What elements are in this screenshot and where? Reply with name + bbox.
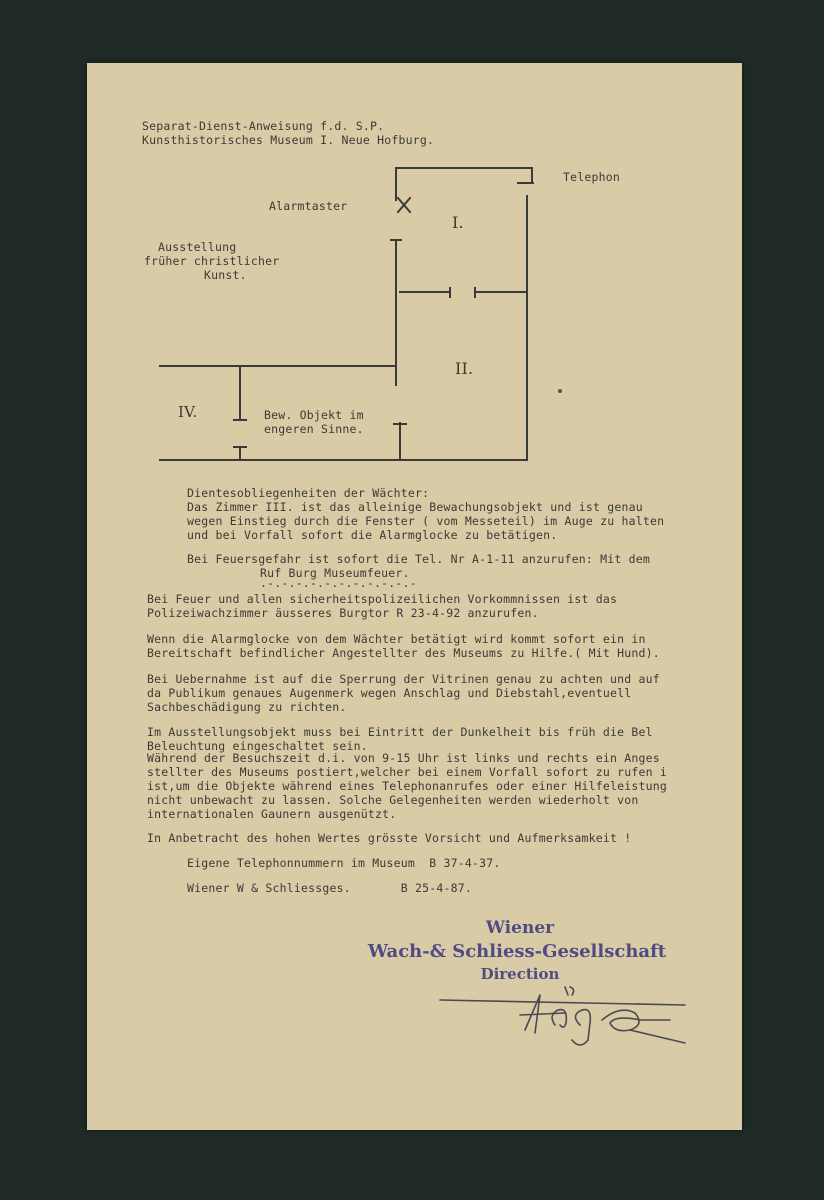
- plan-label-bew-2: engeren Sinne.: [264, 422, 364, 436]
- paragraph-6-line-2: Beleuchtung eingeschaltet sein.: [147, 739, 368, 753]
- plan-room-ii: II.: [455, 359, 474, 378]
- paragraph-6-line-6: nicht unbewacht zu lassen. Solche Gelegenheiten werden wiederholt von: [147, 793, 639, 807]
- paragraph-3-line-1: Bei Feuer und allen sicherheitspolizeilichen Vorkommnissen ist das: [147, 592, 618, 606]
- paragraph-2-line-2: Ruf Burg Museumfeuer.: [260, 566, 410, 580]
- plan-label-ausstellung-2: früher christlicher: [144, 254, 280, 268]
- plan-label-ausstellung-1: Ausstellung: [158, 240, 237, 254]
- paragraph-9: Wiener W & Schliessges. B 25-4-87.: [187, 881, 472, 895]
- paragraph-3-line-2: Polizeiwachzimmer äusseres Burgtor R 23-4-92 anzurufen.: [147, 606, 539, 620]
- paragraph-6-line-4: stellter des Museums postiert,welcher bei einem Vorfall sofort zu rufen i: [147, 765, 668, 779]
- paragraph-1-line-3: und bei Vorfall sofort die Alarmglocke zu betätigen.: [187, 528, 558, 542]
- paragraph-6-line-3: Während der Besuchszeit d.i. von 9-15 Uhr ist links und rechts ein Anges: [147, 751, 660, 765]
- paragraph-4-line-1: Wenn die Alarmglocke von dem Wächter betätigt wird kommt sofort ein in: [147, 632, 646, 646]
- plan-label-ausstellung-3: Kunst.: [204, 268, 247, 282]
- paragraph-4-line-2: Bereitschaft befindlicher Angestellter des Museums zu Hilfe.( Mit Hund).: [147, 646, 660, 660]
- duties-title: Dientesobliegenheiten der Wächter:: [187, 486, 430, 500]
- plan-label-telephon: Telephon: [563, 170, 620, 184]
- paragraph-2-line-1: Bei Feuersgefahr ist sofort die Tel. Nr A-1-11 anzurufen: Mit dem: [187, 552, 651, 566]
- header-line-2: Kunsthistorisches Museum I. Neue Hofburg.: [142, 133, 435, 147]
- paragraph-6-line-7: internationalen Gaunern ausgenützt.: [147, 807, 397, 821]
- paragraph-6-line-1: Im Ausstellungsobjekt muss bei Eintritt der Dunkelheit bis früh die Bel: [147, 725, 653, 739]
- floor-plan-diagram: [0, 0, 824, 480]
- plan-room-iv: IV.: [178, 403, 198, 421]
- company-stamp-line-1: Wiener: [485, 918, 555, 938]
- header-line-1: Separat-Dienst-Anweisung f.d. S.P.: [142, 119, 385, 133]
- plan-label-bew-1: Bew. Objekt im: [264, 408, 364, 422]
- company-stamp-line-3: Direction: [480, 965, 560, 983]
- paragraph-2-line-3: .-.-.-.-.-.-.-.-.-.-.-: [260, 576, 417, 590]
- paragraph-7: In Anbetracht des hohen Wertes grösste Vorsicht und Aufmerksamkeit !: [147, 831, 632, 845]
- paragraph-5-line-1: Bei Uebernahme ist auf die Sperrung der Vitrinen genau zu achten und auf: [147, 672, 660, 686]
- company-stamp-line-2: Wach-& Schliess-Gesellschaft: [367, 941, 667, 962]
- paragraph-1-line-2: wegen Einstieg durch die Fenster ( vom Messeteil) im Auge zu halten: [187, 514, 665, 528]
- paragraph-6-line-5: ist,um die Objekte während eines Telephonanrufes oder einer Hilfeleistung: [147, 779, 668, 793]
- plan-room-i: I.: [452, 213, 464, 232]
- plan-label-alarmtaster: Alarmtaster: [269, 199, 348, 213]
- paragraph-5-line-3: Sachbeschädigung zu richten.: [147, 700, 347, 714]
- paragraph-8: Eigene Telephonnummern im Museum B 37-4-37.: [187, 856, 501, 870]
- handwritten-signature: [430, 985, 700, 1055]
- paragraph-5-line-2: da Publikum genaues Augenmerk wegen Anschlag und Diebstahl,eventuell: [147, 686, 632, 700]
- paragraph-1-line-1: Das Zimmer III. ist das alleinige Bewachungsobjekt und ist genau: [187, 500, 643, 514]
